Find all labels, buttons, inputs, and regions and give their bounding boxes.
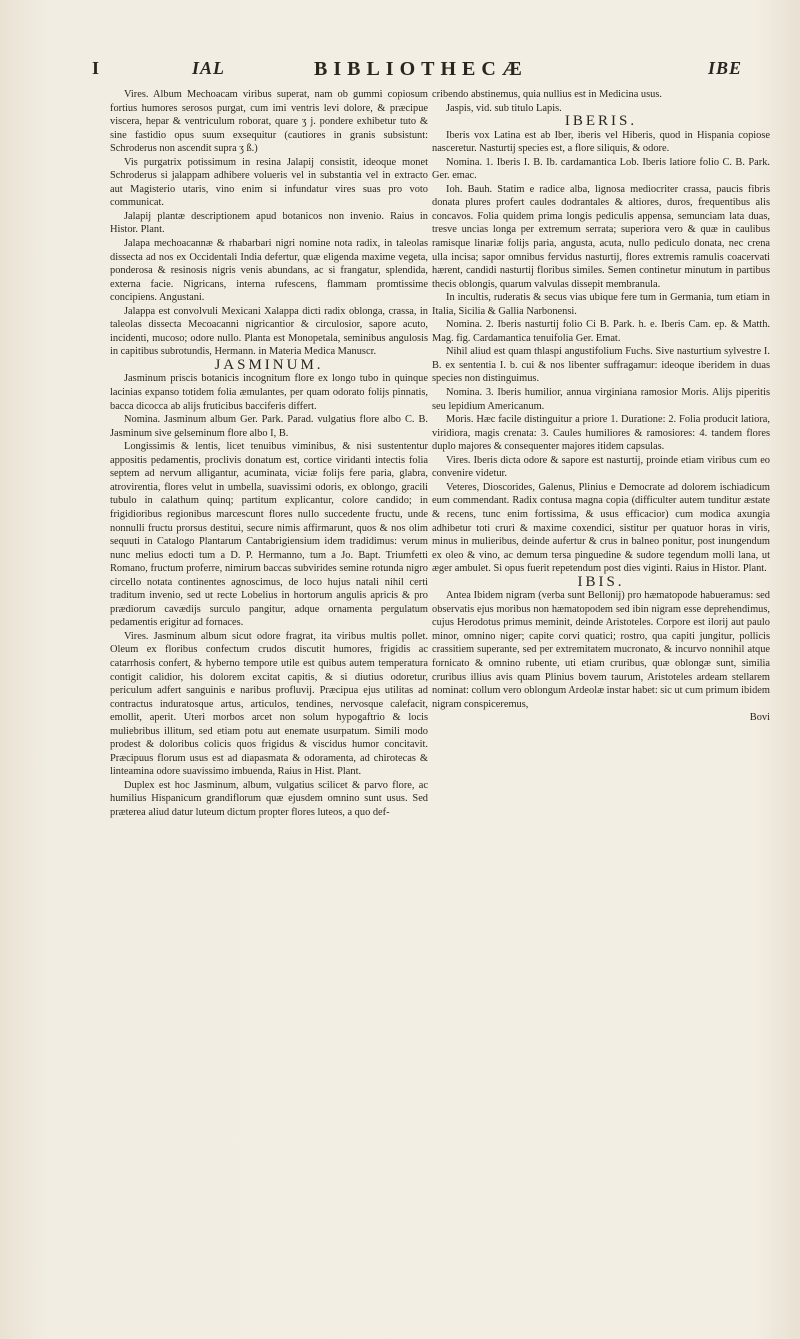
left-catchword-head: IAL bbox=[192, 58, 226, 78]
paragraph: Veteres, Dioscorides, Galenus, Plinius e Democrate ad dolorem ischiadicum eum commendant. Radix contusa magna copia (difficulter autem tunditur æstate & recens, tunc enim fortissima, & usus efficacior) cum modica axungia adhibetur toti cruri & maxime coxendici, sistitur per quatuor horas in viris, minus in mulieribus, deinde aufertur & crus in balneo ponitur, post inungendum ex oleo & vino, ac demum tersa pinguedine & sudore tegendum molli lana, ut æger ambulet. Si opus fuerit repetendum post dies viginti. Raius in Histor. Plant. bbox=[432, 481, 770, 575]
paragraph: Vis purgatrix potissimum in resina Jalapij consistit, ideoque monet Schroderus si jalappam adhibere voluеris vel in substantia vel in extracto aut Magisterio utaris, vino enim si infundatur vires suas pro voto communicat. bbox=[110, 156, 428, 209]
paragraph: Jalappa est convolvuli Mexicani Xalappa dicti radix oblonga, crassa, in taleolas dissecta Mecoacanni nigricantior & circulosior, sapore acuto, incidenti, mucoso; odore nullo. Planta est Monopetala, seminibus angulosis in capitibus subrotundis, Hermann. in Materia Medica Manuscr. bbox=[110, 305, 428, 358]
paragraph: Nihil aliud est quam thlaspi angustifolium Fuchs. Sive nasturtium sylvestre I. B. ex sententia I. b. cui & nos libenter suffragamur: ideoque iberidem in duas species non distinguimus. bbox=[432, 346, 770, 385]
catchword: Bovi bbox=[749, 712, 770, 724]
paragraph: Antea Ibidem nigram (verba sunt Bellonij) pro hæmatopode habueramus: sed observatis ejus moribus non hæmatopodem sed ibin nigram esse deprehendimus, cujus Herodotus primus meminit, deinde Aristoteles. Corpore est ilorij aut paulo minor, omnino niger; capite corvi quatici; rostro, qua capiti jungitur, pollicis crassitiem superante, sed per extremitatem mucronato, & incurvo nonnihil atque fornicato & omnino rubente, uti etiam cruribus, quæ oblongæ sunt, similia cruribus illius avis quam Plinius bovem taurum, Aristoteles ardeam stellarem nominat: collum vero oblongum Ardeolæ instar habet: sic ut cum primum ibidem nigram conspiceremus, bbox=[432, 590, 770, 710]
page-title: BIBLIOTHECÆ bbox=[314, 58, 528, 80]
section-heading-jasminum: JASMINUM. bbox=[214, 356, 324, 373]
paragraph: Nomina. 3. Iberis humilior, annua virginiana ramosior Moris. Alijs piperitis seu lepidium Americanum. bbox=[432, 387, 770, 412]
paragraph: Moris. Hæc facile distinguitur a priore 1. Duratione: 2. Folia producit latiora, viridiora, magis crenata: 3. Caules humiliores & ramosiores: 4. tandem flores duplo majores & consequenter majores itidem capsulas. bbox=[432, 414, 770, 453]
paragraph: Vires. Jasminum album sicut odore fragrat, ita viribus multis pollet. Oleum ex floribus confectum crudos discutit humores, frigidis ac catarrhosis confert, & hyberno tempore utile est quibus autem temperatura contigit calidior, his dolorem excitat capitis, & si diutius odoretur, periculum adfert sanguinis e naribus profluvij. Præcipua ejus utilitas ad contractus induratosque artus, articulos, tendines, nervosque calefacit, emollit, aperit. Uteri morbos arcet non solum hypogaftrio & locis muliebribus illitum, sed etiam potu aut enemate usurpatum. Simili modo prodest & doloribus colicis quos frigidus & viscidus humor concitavit. Præcipuus florum usus est ad diapasmata & odoramenta, ad chirotecas & linteamina odore suavissimo imbuenda, Raius in Hist. Plant. bbox=[110, 630, 428, 778]
paragraph: Jalapa mechoacannæ & rhabarbari nigri nomine nota radix, in taleolas dissecta ad nos ex Occidentali India defertur, quæ eligenda maxime vegeta, ponderosa & resinosis nigris venis abundans, ac si frangatur, splendida, externa facie. Nigricans, interna rufescens, flammam promtissime concipiens. Angustani. bbox=[110, 238, 428, 304]
paragraph: Vires. Album Mechoacam viribus superat, nam ob gummi copiosum fortius humores serosos purgat, cum imi ventris levi dolore, & præcipue viscera, hepar & ventriculum roborat, quare ʒ j. pondere exhibetur tuto & sine fastidio opus suum exsequitur (cautiores in granis subsistunt: Schroderus non ascendit supra ʒ ß.) bbox=[110, 89, 428, 155]
paragraph: Longissimis & lentis, licet tenuibus viminibus, & nisi sustententur appositis pedamentis, proclivis donatum est, cortice viridanti intectis folia septem ad nervum alligantur, acuminata, viciæ folijs fere paria, glabra, atrovirentia, flores velut in umbella, suavissimi odoris, ex oblongo, gracili tubulo in calathum quinq; partitum explicantur, colore candido; in frigidioribus regionibus marcescunt flores nullo succedente fructu, unde nonnulli fructu prorsus destitui, secure nimis affirmarunt, quos & nos olim sequuti in Catalogo Plantarum Cantabrigiensium idem tradidimus: verum nunc melius edocti tum a D. P. Hermanno, tum a Jo. Bapt. Triumfetti Romano, fructum proferre, nimirum baccas subvirides semine rotunda nigro circello notata continentes agnoscimus, de loco hujus natali nihil certi traditum invenio, sed ut recte Lobelius in hortorum angulis apricis & pro prædiorum cavædijs surculo pangitur, adque ornamenta pergulatum pedamentis erigitur ad fornaces. bbox=[110, 441, 428, 629]
paragraph: Iberis vox Latina est ab Iber, iberis vel Hiberis, quod in Hispania copiose nasceretur. Nasturtij species est, a flore siliquis, & odore. bbox=[432, 129, 770, 155]
right-catchword-head: IBE bbox=[707, 58, 742, 78]
paragraph: Nomina. 1. Iberis I. B. Ib. cardamantica Lob. Iberis latiore folio C. B. Park. Ger. emac. bbox=[432, 156, 770, 182]
paragraph: In incultis, ruderatis & secus vias ubique fere tum in Germania, tum etiam in Italia, Sicilia & Gallia Narbonensi. bbox=[432, 292, 770, 317]
left-column bbox=[110, 88, 428, 1279]
paragraph: Duplex est hoc Jasminum, album, vulgatius scilicet & parvo flore, ac humilius Hispanicum grandiflorum quæ ejusdem omnino sunt usus. Sed præterea aliud datur luteum dictum propter flores luteos, a quo def- bbox=[110, 779, 428, 818]
cross-reference: Jaspis, vid. sub titulo Lapis. bbox=[446, 102, 562, 114]
paragraph: Jalapij plantæ descriptionem apud botanicos non invenio. Raius in Histor. Plant. bbox=[110, 210, 428, 236]
right-column bbox=[432, 88, 770, 1279]
running-head bbox=[92, 58, 748, 84]
page-mark: I bbox=[92, 58, 101, 78]
paragraph: Jasminum priscis botanicis incognitum flore ex longo tubo in quinque lacinias expanso totidem folia æmulantes, per quam odorato folijs pinnatis, bacca dicocca ab alijs fruticibus bacciferis differt. bbox=[110, 373, 428, 412]
paragraph: Ioh. Bauh. Statim e radice alba, lignosa mediocriter crassa, paucis fibris donata plures profert caules dodrantales & altiores, duros, frequentibus alis concavos. Folia quidem prima longis pediculis appensa, semunciam lata duas, tresve uncias longa per extremum serrata; superiora vero & quæ in caulibus ramisque linariæ folijs paria, angusta, acuta, nullo pediculo donata, nec crena ulla incisa; sapor omnibus fervidus nasturtij, flores extremis ramulis coacervati hærent, candidi nasturtij floribus similes. Semen continetur minutum in partibus thecis oblongis, quarum valvulas dissepit membranula. bbox=[432, 183, 770, 290]
section-heading-ibis: IBIS. bbox=[577, 573, 625, 590]
paragraph: Vires. Iberis dicta odore & sapore est nasturtij, proinde etiam viribus cum eo convenire videtur. bbox=[432, 454, 770, 480]
section-heading-iberis: IBERIS. bbox=[564, 113, 638, 130]
paragraph: Nomina. Jasminum album Ger. Park. Parad. vulgatius flore albo C. B. Jasminum sive gelseminum flore albo I, B. bbox=[110, 414, 428, 439]
paragraph: cribendo abstinemus, quia nullius est in Medicina usus. bbox=[432, 89, 663, 100]
paragraph: Nomina. 2. Iberis nasturtij folio Ci B. Park. h. e. Iberis Cam. ep. & Matth. Mag. fig. Cardamantica tenuifolia Ger. Emat. bbox=[432, 319, 770, 344]
